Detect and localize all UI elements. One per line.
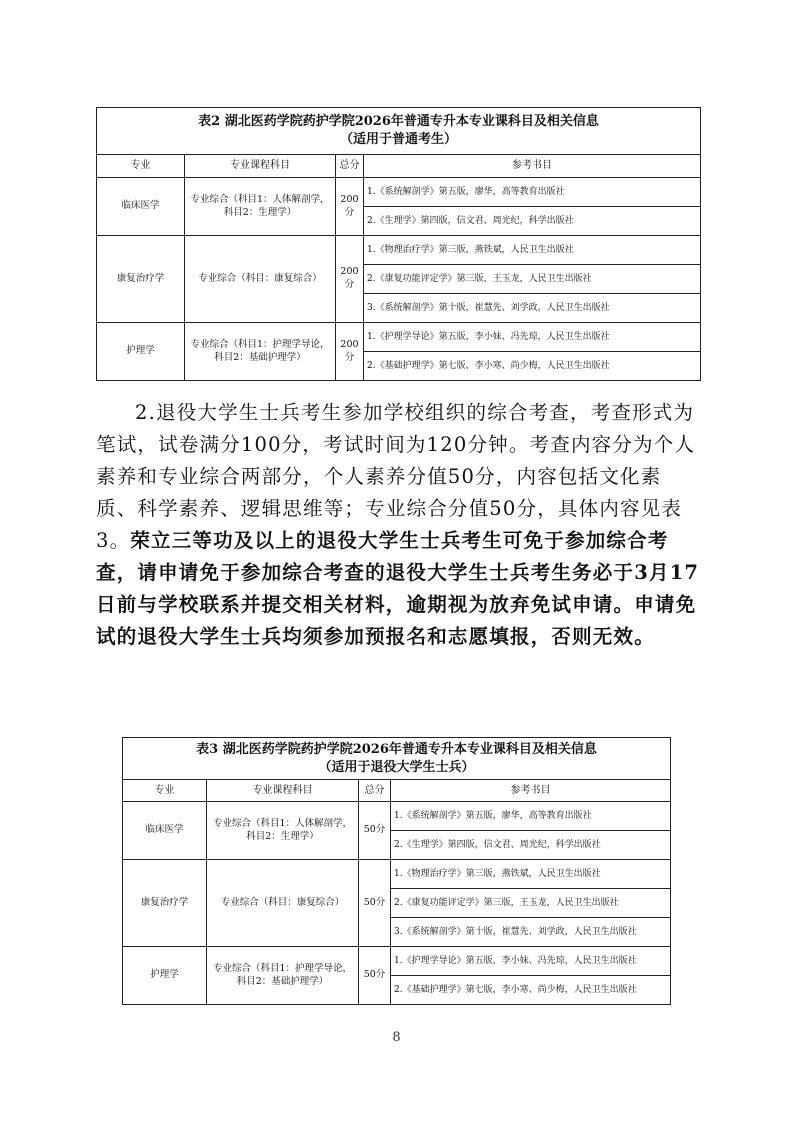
reference-item: 1.《物理治疗学》第三版，燕铁斌，人民卫生出版社 <box>364 236 701 265</box>
reference-item: 1.《护理学导论》第五版，李小妹、冯先琼，人民卫生出版社 <box>391 947 671 976</box>
course-cell: 专业综合（科目：康复综合） <box>207 860 359 947</box>
reference-item: 2.《生理学》第四版，信文君、周光纪，科学出版社 <box>364 207 701 236</box>
major-cell: 临床医学 <box>123 802 207 860</box>
score-cell: 200分 <box>336 236 364 323</box>
page-number: 8 <box>392 1030 401 1045</box>
header-score: 总分 <box>336 155 364 178</box>
table-caption <box>97 108 701 155</box>
table-subtitle: （适用于退役大学生士兵） <box>318 759 475 775</box>
table-row <box>97 236 701 265</box>
header-references: 参考书目 <box>364 155 701 178</box>
header-score: 总分 <box>359 780 391 802</box>
body-paragraph <box>96 397 701 653</box>
table-2 <box>96 107 701 381</box>
table-title: 表3 湖北医药学院药护学院2026年普通专升本专业课科目及相关信息 <box>196 741 597 757</box>
table-caption <box>123 738 671 780</box>
table-subtitle: （适用于普通考生） <box>340 132 458 147</box>
reference-item: 2.《基础护理学》第七版，李小寒、尚少梅，人民卫生出版社 <box>391 976 671 1005</box>
major-cell: 康复治疗学 <box>97 236 185 323</box>
reference-item: 2.《生理学》第四版，信文君、周光纪，科学出版社 <box>391 831 671 860</box>
reference-item: 2.《康复功能评定学》第三版，王玉龙，人民卫生出版社 <box>391 889 671 918</box>
header-course: 专业课程科目 <box>185 155 336 178</box>
header-course: 专业课程科目 <box>207 780 359 802</box>
header-major: 专业 <box>123 780 207 802</box>
course-cell: 专业综合（科目1：护理学导论，科目2：基础护理学） <box>207 947 359 1005</box>
reference-item: 2.《基础护理学》第七版，李小寒、尚少梅，人民卫生出版社 <box>364 352 701 381</box>
course-cell: 专业综合（科目1：人体解剖学，科目2：生理学） <box>185 178 336 236</box>
reference-item: 1.《护理学导论》第五版，李小妹、冯先琼，人民卫生出版社 <box>364 323 701 352</box>
score-cell: 200分 <box>336 323 364 381</box>
table-row <box>123 802 671 831</box>
header-references: 参考书目 <box>391 780 671 802</box>
major-cell: 护理学 <box>123 947 207 1005</box>
paragraph-text: 2.退役大学生士兵考生参加学校组织的综合考查，考查形式为笔试，试卷满分100分，考试时间为120分钟。考查内容分为个人素养和专业综合两部分，个人素养分值50分，内容包括文化素质、科学素养、逻辑思维等；专业综合分值50分，具体内容见表3。 <box>96 401 696 552</box>
reference-item: 1.《系统解剖学》第五版，廖华，高等教育出版社 <box>391 802 671 831</box>
table-row <box>123 860 671 889</box>
header-major: 专业 <box>97 155 185 178</box>
course-cell: 专业综合（科目：康复综合） <box>185 236 336 323</box>
reference-item: 1.《系统解剖学》第五版，廖华，高等教育出版社 <box>364 178 701 207</box>
score-cell: 200分 <box>336 178 364 236</box>
score-cell: 50分 <box>359 947 391 1005</box>
major-cell: 康复治疗学 <box>123 860 207 947</box>
reference-item: 3.《系统解剖学》第十版，崔慧先、刘学政，人民卫生出版社 <box>391 918 671 947</box>
reference-item: 3.《系统解剖学》第十版，崔慧先、刘学政，人民卫生出版社 <box>364 294 701 323</box>
reference-item: 1.《物理治疗学》第三版，燕铁斌，人民卫生出版社 <box>391 860 671 889</box>
course-cell: 专业综合（科目1：人体解剖学，科目2：生理学） <box>207 802 359 860</box>
score-cell: 50分 <box>359 860 391 947</box>
reference-item: 2.《康复功能评定学》第三版，王玉龙，人民卫生出版社 <box>364 265 701 294</box>
major-cell: 护理学 <box>97 323 185 381</box>
paragraph-bold-text: 荣立三等功及以上的退役大学生士兵考生可免于参加综合考查，请申请免于参加综合考查的退役大学生士兵考生务必于3月17日前与学校联系并提交相关材料，逾期视为放弃免试申请。申请免试的退役大学生士兵均须参加预报名和志愿填报，否则无效。 <box>96 529 700 648</box>
table-row <box>123 947 671 976</box>
major-cell: 临床医学 <box>97 178 185 236</box>
course-cell: 专业综合（科目1：护理学导论，科目2：基础护理学） <box>185 323 336 381</box>
table-title: 表2 湖北医药学院药护学院2026年普通专升本专业课科目及相关信息 <box>198 114 599 130</box>
table-3 <box>122 737 671 1005</box>
table-row <box>97 323 701 352</box>
table-row <box>97 178 701 207</box>
score-cell: 50分 <box>359 802 391 860</box>
